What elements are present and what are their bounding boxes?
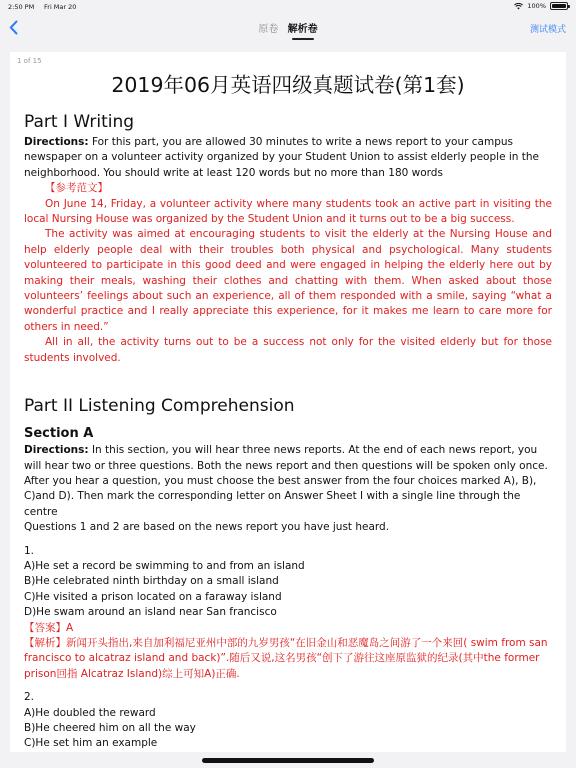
status-bar xyxy=(0,0,576,14)
document-page[interactable] xyxy=(10,52,566,752)
question-option: A)He doubled the reward xyxy=(24,706,156,719)
question-number: 1. xyxy=(24,544,35,557)
page-counter: 1 of 15 xyxy=(17,57,42,65)
home-indicator[interactable] xyxy=(202,758,374,763)
battery-percent: 100% xyxy=(527,2,546,10)
document-title: 2019年06月英语四级真题试卷(第1套) xyxy=(111,73,465,97)
question-option: C)He set him an example xyxy=(24,737,158,750)
status-date: Fri Mar 20 xyxy=(44,3,77,11)
part1-directions xyxy=(24,135,552,181)
section-heading: Section A xyxy=(24,426,94,442)
part2-directions xyxy=(24,443,552,520)
document-content xyxy=(24,112,552,752)
sample-paragraph: All in all, the activity turns out to be a success not only for the visited elderly but for those students involved. xyxy=(24,336,552,364)
sample-paragraph: On June 14, Friday, a volunteer activity where many students took an active part in visiting the local Nursing House was organized by the Student Union and it turns out to be a big success. xyxy=(24,197,552,226)
question-option: D)He swam around an island near San francisco xyxy=(24,606,277,619)
question-number: 2. xyxy=(24,691,35,704)
battery-icon xyxy=(550,2,568,10)
answer-label: 【答案】A xyxy=(24,621,74,634)
directions-label: Directions: xyxy=(24,136,89,148)
directions-text: For this part, you are allowed 30 minutes to write a news report to your campus newspaper on a volunteer activity organized by your Student Union to assist elderly people in the neighborhood. You should write at least 120 words but no more than 180 words xyxy=(24,136,540,179)
directions-text: In this section, you will hear three news reports. At the end of each news report, you will hear two or three questions. Both the news report and then questions will be spoken only once. After you hear a question, you must choose the best answer from the four choices marked A), B), C)and D). Then mark the corresponding letter on Answer Sheet I with a single line through the centre xyxy=(24,444,548,518)
questions-intro: Questions 1 and 2 are based on the news report you have just heard. xyxy=(24,521,390,534)
nav-bar xyxy=(0,14,576,42)
test-mode-button[interactable]: 测试模式 xyxy=(529,25,566,35)
status-time: 2:50 PM xyxy=(8,3,35,11)
tab-analysis[interactable]: 解析卷 xyxy=(288,20,318,35)
tab-bar xyxy=(0,20,576,35)
tab-original[interactable]: 原卷 xyxy=(258,24,279,35)
question-option: B)He cheered him on all the way xyxy=(24,722,196,734)
sample-label: 【参考范文】 xyxy=(45,182,108,195)
question-option: A)He set a record be swimming to and from an island xyxy=(24,559,305,572)
directions-label: Directions: xyxy=(24,444,89,457)
sample-paragraph: The activity was aimed at encouraging students to visit the elderly at the Nursing House and help elderly people deal with their troubles both physical and psychological. Many students volunteered to participate in this good deed and were engaged in helping the elderly here out by making their meals, washing their clothes and chatting with them. When asked about those volunteers’ feelings about such an experience, all of them responded with a smile, saying “what a wonderful practice and I really appreciate this experience, for it makes me learn to care more for others in need.” xyxy=(24,228,552,333)
analysis-text: 【解析】新闻开头指出,来自加利福尼亚州中部的九岁男孩“在旧金山和恶魔岛之间游了一个来回( swim from san francisco to alcatraz island and back)”.随后又说,这名男孩“创下了游往这座原监狱的纪录(其中the former prison回指 Alcatraz Island)综上可知A)正确. xyxy=(24,636,548,680)
part1-heading: Part I Writing xyxy=(24,112,135,132)
part2-heading: Part II Listening Comprehension xyxy=(24,396,295,417)
question-option: C)He visited a prison located on a faraway island xyxy=(24,590,282,603)
wifi-icon xyxy=(514,3,523,10)
question-option: B)He celebrated ninth birthday on a small island xyxy=(24,575,279,588)
